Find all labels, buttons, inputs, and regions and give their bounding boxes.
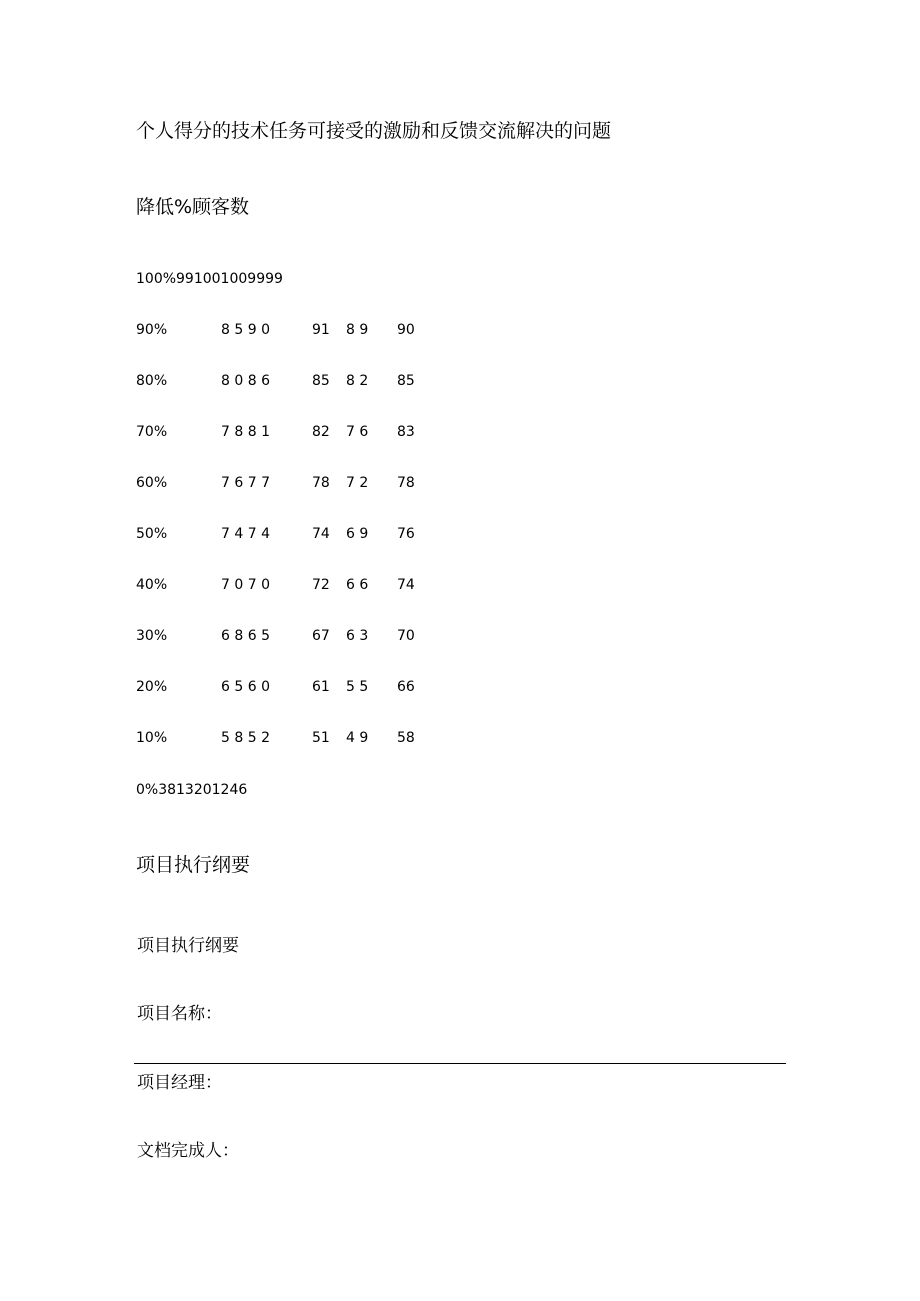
row-label: 90% [136,322,168,338]
cell-b: 78 [312,475,330,491]
row-label: 70% [136,424,168,440]
table-bottom-line: 0%3813201246 [136,782,248,798]
cell-d: 90 [397,322,415,338]
row-label: 20% [136,679,168,695]
document-title: 个人得分的技术任务可接受的激励和反馈交流解决的问题 [136,120,612,142]
row-label: 80% [136,373,168,389]
table-top-line: 100%991001009999 [136,271,283,287]
cell-a: 8 5 9 0 [221,322,270,338]
cell-a: 8 0 8 6 [221,373,270,389]
cell-c: 7 6 [346,424,369,440]
cell-b: 67 [312,628,330,644]
cell-c: 4 9 [346,730,369,746]
cell-a: 7 0 7 0 [221,577,270,593]
cell-c: 7 2 [346,475,369,491]
cell-a: 7 4 7 4 [221,526,270,542]
cell-d: 83 [397,424,415,440]
project-name-label: 项目名称： [137,1004,222,1024]
row-label: 40% [136,577,168,593]
cell-a: 6 5 6 0 [221,679,270,695]
cell-d: 70 [397,628,415,644]
author-label: 文档完成人： [137,1141,239,1161]
cell-d: 85 [397,373,415,389]
cell-c: 8 9 [346,322,369,338]
cell-b: 51 [312,730,330,746]
cell-a: 7 6 7 7 [221,475,270,491]
cell-b: 74 [312,526,330,542]
cell-c: 6 6 [346,577,369,593]
cell-d: 74 [397,577,415,593]
row-label: 30% [136,628,168,644]
cell-c: 8 2 [346,373,369,389]
row-label: 10% [136,730,168,746]
row-label: 50% [136,526,168,542]
cell-d: 58 [397,730,415,746]
row-label: 60% [136,475,168,491]
cell-c: 6 3 [346,628,369,644]
cell-b: 72 [312,577,330,593]
cell-c: 5 5 [346,679,369,695]
cell-a: 5 8 5 2 [221,730,270,746]
cell-a: 6 8 6 5 [221,628,270,644]
cell-d: 66 [397,679,415,695]
cell-b: 61 [312,679,330,695]
cell-d: 78 [397,475,415,491]
cell-d: 76 [397,526,415,542]
cell-b: 85 [312,373,330,389]
form-heading: 项目执行纲要 [137,936,239,956]
section-heading: 项目执行纲要 [136,854,251,876]
cell-b: 82 [312,424,330,440]
project-manager-label: 项目经理： [137,1073,222,1093]
cell-b: 91 [312,322,330,338]
cell-a: 7 8 8 1 [221,424,270,440]
section-subtitle: 降低%顾客数 [136,196,250,218]
cell-c: 6 9 [346,526,369,542]
underline-divider [134,1063,786,1064]
